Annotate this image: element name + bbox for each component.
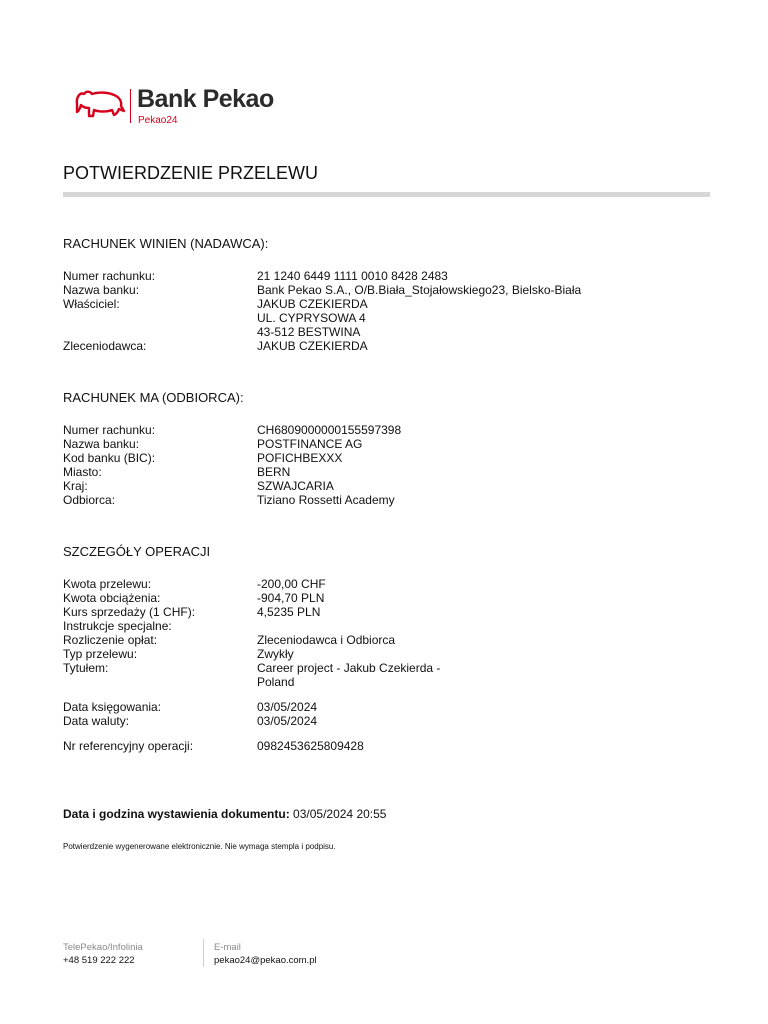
row-value: CH6809000000155597398 xyxy=(257,423,402,437)
row-value: 43-512 BESTWINA xyxy=(257,325,361,339)
details-row xyxy=(63,619,713,633)
row-value: Zwykły xyxy=(257,647,294,661)
logo-divider xyxy=(130,89,131,123)
row-value: SZWAJCARIA xyxy=(257,479,334,493)
sender-heading: RACHUNEK WINIEN (NADAWCA): xyxy=(63,236,269,251)
sender-row xyxy=(63,311,713,325)
details-row xyxy=(63,605,713,619)
row-value: JAKUB CZEKIERDA xyxy=(257,339,368,353)
email-label: E-mail xyxy=(214,942,241,953)
row-label: Kurs sprzedaży (1 CHF): xyxy=(63,605,196,619)
recipient-rows xyxy=(63,423,713,507)
sender-row xyxy=(63,269,713,283)
recipient-row xyxy=(63,437,713,451)
row-label xyxy=(63,325,257,339)
row-label: Rozliczenie opłat: xyxy=(63,633,158,647)
row-label: Odbiorca: xyxy=(63,493,116,507)
footer-divider xyxy=(203,939,204,967)
row-value: Tiziano Rossetti Academy xyxy=(257,493,395,507)
issued-label: Data i godzina wystawienia dokumentu: xyxy=(63,807,290,821)
recipient-row xyxy=(63,479,713,493)
sender-rows xyxy=(63,269,713,353)
row-label: Nr referencyjny operacji: xyxy=(63,739,194,753)
document-title: POTWIERDZENIE PRZELEWU xyxy=(63,163,319,183)
row-value: POFICHBEXXX xyxy=(257,451,343,465)
phone-label: TelePekao/Infolinia xyxy=(63,942,143,953)
row-value: -904,70 PLN xyxy=(257,591,325,605)
row-label: Miasto: xyxy=(63,465,102,479)
row-label: Zleceniodawca: xyxy=(63,339,147,353)
row-value: Career project - Jakub Czekierda - xyxy=(257,661,441,675)
row-value: POSTFINANCE AG xyxy=(257,437,363,451)
row-value: 03/05/2024 xyxy=(257,700,318,714)
phone-number: +48 519 222 222 xyxy=(63,955,135,966)
row-value: Bank Pekao S.A., O/B.Biała_Stojałowskiego23, Bielsko-Biała xyxy=(257,283,582,297)
row-label: Data księgowania: xyxy=(63,700,162,714)
sender-row xyxy=(63,325,713,339)
footer-email xyxy=(214,941,317,967)
row-label: Tytułem: xyxy=(63,661,109,675)
recipient-heading: RACHUNEK MA (ODBIORCA): xyxy=(63,390,244,405)
date-row xyxy=(63,700,713,714)
row-value: Zleceniodawca i Odbiorca xyxy=(257,633,396,647)
title-rule xyxy=(63,192,710,197)
recipient-row xyxy=(63,423,713,437)
row-label: Typ przelewu: xyxy=(63,647,138,661)
row-label: Kwota przelewu: xyxy=(63,577,152,591)
row-value: BERN xyxy=(257,465,291,479)
recipient-row xyxy=(63,451,713,465)
row-label: Numer rachunku: xyxy=(63,269,156,283)
details-row xyxy=(63,647,713,661)
row-value: 21 1240 6449 1111 0010 8428 2483 xyxy=(257,269,448,283)
details-row xyxy=(63,577,713,591)
row-label: Kwota obciążenia: xyxy=(63,591,161,605)
email-address: pekao24@pekao.com.pl xyxy=(214,955,317,966)
row-value: -200,00 CHF xyxy=(257,577,326,591)
row-label: Numer rachunku: xyxy=(63,423,156,437)
sender-row xyxy=(63,283,713,297)
details-row xyxy=(63,633,713,647)
row-label: Data waluty: xyxy=(63,714,130,728)
row-label: Nazwa banku: xyxy=(63,437,140,451)
sender-row xyxy=(63,339,713,353)
brand-name: Bank Pekao xyxy=(137,85,274,113)
footer-phone xyxy=(63,941,143,967)
electronic-note: Potwierdzenie wygenerowane elektronicznie. Nie wymaga stempla i podpisu. xyxy=(63,842,336,851)
row-gap xyxy=(63,728,713,739)
row-value: Poland xyxy=(257,675,295,689)
row-label: Kraj: xyxy=(63,479,88,493)
row-label: Nazwa banku: xyxy=(63,283,140,297)
issued-datetime xyxy=(63,807,386,821)
issued-value: 03/05/2024 20:55 xyxy=(293,807,387,821)
row-value xyxy=(257,619,713,633)
brand-sub: Pekao24 xyxy=(138,115,178,126)
bison-logo-icon xyxy=(74,88,126,118)
recipient-row xyxy=(63,493,713,507)
row-value: 0982453625809428 xyxy=(257,739,364,753)
details-heading: SZCZEGÓŁY OPERACJI xyxy=(63,544,211,559)
row-label: Instrukcje specjalne: xyxy=(63,619,172,633)
row-value: 03/05/2024 xyxy=(257,714,318,728)
details-row xyxy=(63,661,713,675)
row-value: 4,5235 PLN xyxy=(257,605,321,619)
details-row xyxy=(63,591,713,605)
row-label xyxy=(63,311,257,325)
row-gap xyxy=(63,689,713,700)
row-label xyxy=(63,675,257,689)
row-label: Właściciel: xyxy=(63,297,120,311)
row-value: UL. CYPRYSOWA 4 xyxy=(257,311,366,325)
sender-row xyxy=(63,297,713,311)
row-label: Kod banku (BIC): xyxy=(63,451,156,465)
date-row xyxy=(63,714,713,728)
details-row xyxy=(63,675,713,689)
recipient-row xyxy=(63,465,713,479)
details-rows xyxy=(63,577,713,753)
reference-row xyxy=(63,739,713,753)
row-value: JAKUB CZEKIERDA xyxy=(257,297,368,311)
